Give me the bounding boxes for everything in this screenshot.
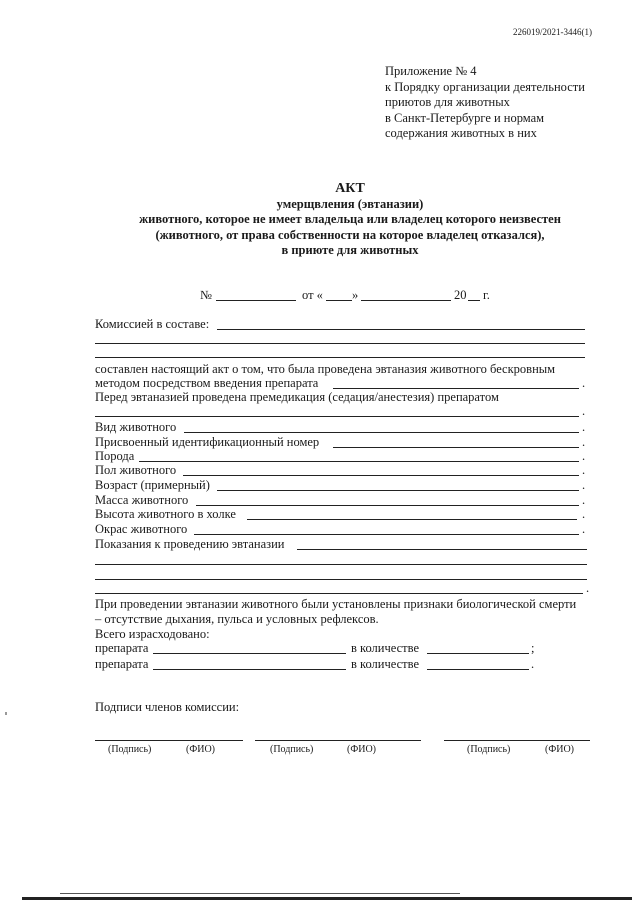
line-end-mark: .: [582, 463, 586, 477]
indications-field-line[interactable]: [95, 593, 583, 594]
death-signs-line: – отсутствие дыхания, пульса и условных рефлексов.: [95, 612, 379, 626]
line-end-mark: .: [582, 507, 586, 521]
field-input-height[interactable]: [247, 519, 577, 520]
fio-caption: (ФИО): [545, 744, 575, 755]
signature-caption: (Подпись): [108, 744, 152, 755]
drug-qty-field[interactable]: [427, 653, 529, 654]
act-subtitle-line: (животного, от права собственности на которое владелец отказался),: [155, 227, 545, 242]
appendix-line: в Санкт-Петербурге и нормам: [385, 110, 545, 125]
field-label-weight: Масса животного: [95, 493, 189, 507]
field-input-id-number[interactable]: [333, 447, 579, 448]
act-title: АКТ: [335, 181, 365, 196]
act-date-year-suffix: г.: [483, 288, 490, 302]
drug-qty-label: в количестве: [351, 657, 420, 671]
signature-line[interactable]: [255, 740, 421, 741]
act-number-field[interactable]: [216, 300, 296, 301]
document-registration-number: 226019/2021-3446(1): [513, 27, 592, 37]
drug-row-end: ;: [531, 641, 535, 655]
drug-name-field[interactable]: [153, 653, 346, 654]
indications-field-line[interactable]: [95, 564, 587, 565]
field-label-color: Окрас животного: [95, 522, 188, 536]
indications-field-line[interactable]: [95, 579, 587, 580]
line-end-mark: .: [582, 404, 586, 418]
drug-name-field[interactable]: [153, 669, 346, 670]
field-label-sex: Пол животного: [95, 463, 177, 477]
drug-label: препарата: [95, 641, 149, 655]
composed-text: составлен настоящий акт о том, что была проведена эвтаназия животного бескровным: [95, 362, 556, 376]
line-end-mark: .: [582, 449, 586, 463]
appendix-line: Приложение № 4: [385, 64, 477, 78]
signature-line[interactable]: [95, 740, 243, 741]
premed-label: Перед эвтаназией проведена премедикация (седация/анестезия) препаратом: [95, 390, 499, 404]
act-date-year-prefix: 20: [454, 288, 467, 302]
appendix-header: [385, 64, 615, 142]
signatures-label: Подписи членов комиссии:: [95, 700, 240, 714]
act-date-quote: »: [352, 288, 359, 302]
field-label-age: Возраст (примерный): [95, 478, 210, 492]
field-input-indications[interactable]: [297, 549, 587, 550]
field-input-age[interactable]: [217, 490, 579, 491]
appendix-line: приютов для животных: [385, 95, 510, 109]
fio-caption: (ФИО): [347, 744, 377, 755]
field-input-weight[interactable]: [196, 505, 579, 506]
act-date-day-field[interactable]: [326, 300, 352, 301]
death-signs-line: При проведении эвтаназии животного были установлены признаки биологической смерти: [95, 597, 577, 611]
field-label-indications: Показания к проведению эвтаназии: [95, 537, 285, 551]
premed-drug-field[interactable]: [95, 416, 579, 417]
act-date-from-label: от «: [302, 288, 323, 302]
field-input-color[interactable]: [194, 534, 579, 535]
commission-field-line[interactable]: [95, 357, 585, 358]
field-label-breed: Порода: [95, 449, 135, 463]
signature-caption: (Подпись): [467, 744, 511, 755]
drug-qty-label: в количестве: [351, 641, 420, 655]
method-label: методом посредством введения препарата: [95, 376, 319, 390]
field-input-sex[interactable]: [183, 475, 579, 476]
field-label-height: Высота животного в холке: [95, 507, 236, 521]
act-title-block: [0, 181, 640, 259]
appendix-line: к Порядку организации деятельности: [385, 79, 585, 94]
act-subtitle-line: умерщвления (эвтаназии): [276, 196, 424, 211]
line-end-mark: .: [586, 581, 590, 595]
commission-label: Комиссией в составе:: [95, 317, 210, 331]
scan-edge-line: [60, 893, 460, 894]
scan-edge-bar: [22, 897, 632, 900]
commission-field[interactable]: [217, 329, 585, 330]
commission-field-line[interactable]: [95, 343, 585, 344]
appendix-line: содержания животных в них: [385, 126, 537, 140]
total-used-label: Всего израсходовано:: [95, 627, 210, 641]
line-end-mark: .: [582, 478, 586, 492]
act-subtitle-line: животного, которое не имеет владельца или владелец которого неизвестен: [139, 212, 561, 226]
field-input-species[interactable]: [184, 432, 579, 433]
act-date-year-field[interactable]: [468, 300, 480, 301]
field-label-id-number: Присвоенный идентификационный номер: [95, 435, 320, 449]
drug-label: препарата: [95, 657, 149, 671]
method-drug-field[interactable]: [333, 388, 579, 389]
act-date-month-field[interactable]: [361, 300, 451, 301]
line-end-mark: .: [582, 376, 586, 390]
field-label-species: Вид животного: [95, 420, 177, 434]
fio-caption: (ФИО): [186, 744, 216, 755]
line-end-mark: .: [582, 435, 586, 449]
drug-row-end: .: [531, 657, 535, 671]
signature-line[interactable]: [444, 740, 590, 741]
line-end-mark: .: [582, 420, 586, 434]
field-input-breed[interactable]: [139, 461, 579, 462]
drug-qty-field[interactable]: [427, 669, 529, 670]
act-subtitle-line: в приюте для животных: [281, 243, 419, 257]
act-number-label: №: [200, 288, 212, 302]
line-end-mark: .: [582, 493, 586, 507]
line-end-mark: .: [582, 522, 586, 536]
scan-artifact: [5, 712, 7, 715]
signature-caption: (Подпись): [270, 744, 314, 755]
